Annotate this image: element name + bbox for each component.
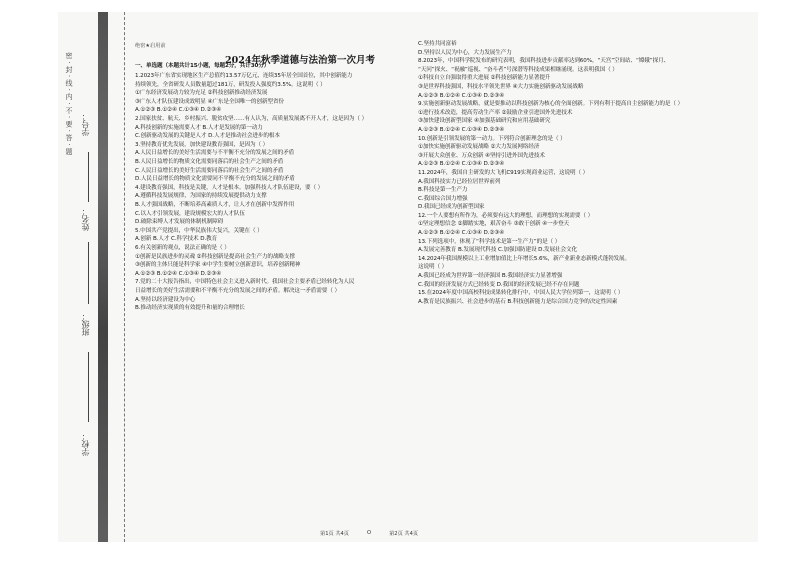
question-line: 12.一个人要想有所作为，必须要有远大的理想，而理想的实现需要（ ）	[418, 212, 594, 219]
question-line: B.推动经济实现质的有效提升和量的合理增长	[135, 305, 245, 312]
question-line: A.①②③ B.①②④ C.①③④ D.②③④	[418, 230, 505, 237]
question-line: ③开展大众创业、万众创新 ④坚持引进外国先进技术	[418, 152, 545, 159]
school-line	[88, 352, 89, 422]
exam-title: 2024年秋季道德与法治第一次月考	[225, 55, 375, 66]
question-line: ③创新的主体只能是科学家 ④中学生要树立创新意识，培养创新精神	[135, 262, 301, 269]
number-field: 学号：	[81, 112, 90, 136]
question-line: 10.创新是引领发展的第一动力。下列符合创新理念的是（ ）	[418, 135, 566, 142]
question-line: A.①②③ B.①②④ C.①③④ D.②③④	[135, 270, 222, 277]
right-page-number: 第2页 共4页	[389, 531, 419, 537]
question-line: A.坚持以经济建设为中心	[135, 296, 196, 303]
question-line: A.遵循科技发展规律，为国家的持续发展提供动力支撑	[135, 193, 267, 200]
question-line: 5.中国共产党提出，中华民族伟大复兴，关键在（ ）	[135, 227, 263, 234]
question-line: A.人民日益增长的美好生活需要与不平衡不充分的发展之间的矛盾	[135, 150, 295, 157]
question-line: D.我国已经成为创新型国家	[418, 204, 485, 211]
question-line: B.人才强国战略，不断培养高素质人才，让人才在创新中发挥作用	[135, 202, 295, 208]
question-line: C.我国的经济发展方式已经转变 D.我国的经济发展已经不存在问题	[418, 281, 580, 288]
question-line: ①坚定理想信念 ②脚踏实地，艰苦奋斗 ③敢于创新 ④一步登天	[418, 221, 570, 228]
binding-bar	[98, 12, 108, 542]
name-line	[88, 152, 89, 202]
question-line: “天问”探火、“祝融”巡视、“奋斗者”号深潜等科技成果相继涌现。这表明我国（ ）	[418, 66, 618, 73]
school-field: 学校：	[81, 432, 90, 456]
left-page-number: 第1页 共4页	[320, 531, 349, 537]
name-field: 姓名：	[81, 207, 90, 231]
binding-marks: 密 · 封 · 线 · 内 · 不 · 要 · 答 · 题	[65, 52, 73, 155]
page-footer	[320, 530, 418, 537]
question-line: ③是世界科技强国，科技水平领先世界 ④大力实施创新驱动发展战略	[418, 83, 584, 90]
question-line: 15.在2024年度中国高校科技成果转化排行中，中国人民大学位列第一，这说明（ ）	[418, 290, 624, 297]
question-line: 9.实施创新驱动发展战略，就是要推动以科技创新为核心的全面创新。下列有利于提高自主创新能力的是（ ）	[418, 101, 684, 108]
question-line: 6.有关创新的观点，说法正确的是（ ）	[135, 244, 230, 251]
question-line: 3.坚持教育优先发展，加快建设教育强国，是因为（ ）	[135, 141, 269, 148]
question-line: ①广东经济发展动力较为充足 ②科技创新推动经济发展	[135, 90, 268, 97]
question-line: 13.下列选项中，体现了“科学技术是第一生产力”的是（ ）	[418, 238, 561, 245]
right-column	[418, 40, 700, 306]
binding-strip	[60, 12, 125, 542]
question-line: 11.2024年，我国自主研发的大飞机C919实现商业运营，这说明（ ）	[418, 169, 589, 176]
question-line: B.科技是第一生产力	[418, 187, 468, 194]
center-mark: O	[367, 530, 372, 536]
class-field: 班级：	[81, 312, 90, 336]
question-line: C.创新驱动发展的关键是人才 D.人才是推动社会进步的根本	[135, 133, 280, 140]
question-line: A.①②③ B.①②④ C.①③④ D.②③④	[418, 126, 505, 133]
question-line: 14.2024年我国规模以上工业增加值比上年增长5.6%，新产业新业态新模式蓬勃发展。	[418, 255, 631, 262]
question-line: D.坚持以人民为中心，大力发展生产力	[418, 49, 512, 56]
question-line: A.科技创新的实施需要人才 B.人才是发展的第一动力	[135, 124, 263, 131]
question-line: C.我国综合国力增强	[418, 195, 468, 202]
question-line: ①科技自立自强取得重大进展 ②科技创新能力显著提升	[418, 75, 551, 82]
question-line: D.人民日益增长的物质文化需要同不平衡不充分的发展之间的矛盾	[135, 176, 295, 183]
question-line: A.①②③ B.①②④ C.①③④ D.②③④	[418, 92, 505, 99]
question-line: A.教育是民族振兴、社会进步的基石 B.科技创新能力是综合国力竞争的决定性因素	[418, 298, 618, 305]
question-line: D.破除束缚人才发展的体制机制障碍	[135, 219, 224, 226]
question-line: A.①②③ B.①②④ C.①③④ D.②③④	[418, 161, 505, 168]
question-line: A.发展完善教育 B.发展现代科技 C.加强国防建设 D.发展社会文化	[418, 247, 577, 254]
question-line: 持续领先，全省研发人员数量超过181万，研发投入强度约3.5%。这说明（ ）	[135, 81, 326, 88]
question-line: ①加快实施创新驱动发展战略 ②大力发展网络经济	[418, 144, 540, 151]
question-line: 8.2023年，中国科学院发布的研究表明，我国科技进步贡献率达到60%，“天宫”空间站、“嫦娥”探月、	[418, 58, 670, 65]
question-line: 日益增长的美好生活需要和不平衡不充分的发展之间的矛盾。解决这一矛盾需要（ ）	[135, 287, 340, 294]
question-line: 这说明（ ）	[418, 264, 448, 271]
question-line: A.我国科技实力已经位居世界前列	[418, 178, 501, 185]
question-line: ③广东人才队伍建设成效明显 ④广东是全国唯一的创新型省份	[135, 98, 284, 105]
secret-label: 绝密★启用前	[135, 43, 166, 49]
question-line: A.①②③ B.①②④ C.①③④ D.②③④	[135, 107, 222, 114]
question-line: C.以人才引领发展，建设规模宏大的人才队伍	[135, 210, 245, 217]
question-line: B.人民日益增长的物质文化需要同落后的社会生产之间的矛盾	[135, 159, 284, 166]
question-line: 7.党的二十大报告指出，中国特色社会主义进入新时代。我国社会主要矛盾已经转化为人民	[135, 279, 355, 286]
question-line: A.我国已经成为世界第一经济强国 B.我国经济实力显著增强	[418, 273, 563, 280]
question-line: C.人民日益增长的美好生活需要同落后的社会生产之间的矛盾	[135, 167, 284, 174]
question-line: 2.国家扶贫、航天、乡村振兴、脱贫攻坚……有人认为，高质量发展离不开人才，这是因为（ ）	[135, 116, 368, 123]
class-line	[88, 242, 89, 304]
section-heading: 一、单选题（本题共计15小题，每题2分，共计30分）	[135, 63, 270, 69]
question-line: ①创新是民族进步的灵魂 ②科技创新是提高社会生产力的战略支撑	[135, 253, 295, 260]
question-line: ①进行技术改造，提高劳动生产率 ②鼓励企业引进国外先进技术	[418, 109, 573, 116]
question-line: ③加快建设创新型国家 ④加强基础研究和应用基础研究	[418, 118, 551, 125]
question-line: 4.建设教育强国，科技是关键，人才是根本。加强科技人才队伍建设，要（ ）	[135, 184, 324, 191]
question-line: 1.2023年广东省实现地区生产总值约13.57万亿元，连续35年居全国首位，其中创新能力	[135, 73, 353, 80]
question-line: C.坚持共同富裕	[418, 41, 457, 47]
question-line: A.创新 B.人才 C.科学技术 D.教育	[135, 236, 218, 243]
